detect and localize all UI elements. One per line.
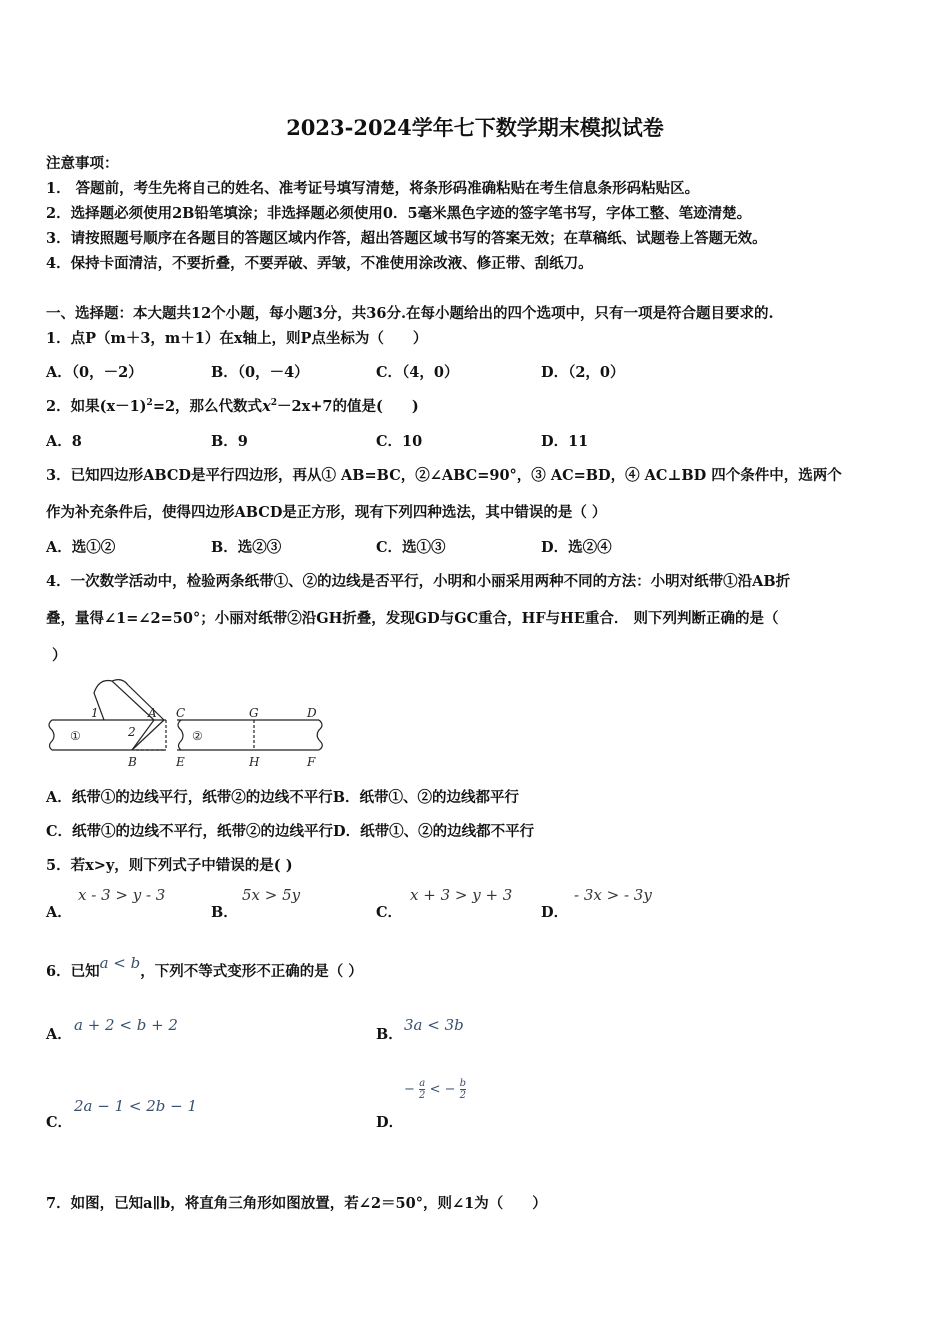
q6-letter-d: D． bbox=[376, 1114, 404, 1131]
label-H: H bbox=[249, 755, 260, 769]
q6-letter-c: C． bbox=[46, 1114, 73, 1131]
label-D: D bbox=[307, 706, 317, 720]
q1-option-c: C．（4，0） bbox=[376, 364, 459, 381]
q6-d-num-a: a bbox=[419, 1078, 426, 1089]
q3-option-b: B．选②③ bbox=[211, 539, 282, 556]
label-F: F bbox=[307, 755, 316, 769]
q4-options-cd: C．纸带①的边线不平行，纸带②的边线平行D．纸带①、②的边线都不平行 bbox=[46, 823, 535, 840]
q2-stem-mid: =2，那么代数式 bbox=[152, 398, 263, 415]
q2-stem-pre: 2．如果(x－1) bbox=[46, 398, 147, 415]
notice-item: 2．选择题必须使用2B铅笔填涂；非选择题必须使用0．5毫米黑色字迹的签字笔书写，字体工整、笔迹清楚。 bbox=[46, 205, 752, 222]
question-6-stem bbox=[46, 954, 363, 981]
q2-option-a: A．8 bbox=[46, 433, 82, 450]
notice-item: 1． 答题前，考生先将自己的姓名、准考证号填写清楚，将条形码准确粘贴在考生信息条形码粘贴区。 bbox=[46, 180, 700, 197]
tape1-left-end bbox=[49, 720, 54, 750]
label-angle-2: 2 bbox=[128, 725, 136, 739]
q2-option-d: D．11 bbox=[541, 433, 589, 450]
q4-options-ab: A．纸带①的边线平行，纸带②的边线不平行B．纸带①、②的边线都平行 bbox=[46, 789, 520, 806]
q6-expr-b: 3a < 3b bbox=[404, 1016, 464, 1034]
q5-letter-c: C． bbox=[376, 904, 403, 921]
q5-letter-b: B． bbox=[211, 904, 238, 921]
q2-expr-x: x bbox=[262, 398, 271, 415]
label-angle-1: 1 bbox=[91, 706, 99, 720]
question-2-stem bbox=[46, 395, 419, 416]
tape2-right-end bbox=[317, 720, 322, 750]
q5-expr-c: x + 3 > y + 3 bbox=[410, 886, 513, 904]
q2-stem-post: －2x+7的值是( ) bbox=[276, 398, 419, 415]
question-5-stem: 5．若x>y，则下列式子中错误的是( ) bbox=[46, 857, 293, 874]
notice-heading: 注意事项： bbox=[46, 155, 119, 172]
q6-letter-b: B． bbox=[376, 1026, 403, 1043]
q3-option-a: A．选①② bbox=[46, 539, 116, 556]
q6-stem-pre: 6．已知 bbox=[46, 963, 100, 980]
label-C: C bbox=[176, 706, 186, 720]
q3-option-d: D．选②④ bbox=[541, 539, 612, 556]
q3-option-c: C．选①③ bbox=[376, 539, 446, 556]
q6-d-num-b: b bbox=[459, 1078, 467, 1089]
notice-item: 3．请按照题号顺序在各题目的答题区域内作答，超出答题区域书写的答案无效；在草稿纸、试题卷上答题无效。 bbox=[46, 230, 767, 247]
question-7-stem: 7．如图，已知a∥b，将直角三角形如图放置，若∠2＝50°，则∠1为（ ） bbox=[46, 1195, 547, 1212]
q5-letter-a: A． bbox=[46, 904, 72, 921]
q1-option-b: B．（0，－4） bbox=[211, 364, 309, 381]
q6-expr-a: a + 2 < b + 2 bbox=[74, 1016, 178, 1034]
q5-expr-a: x - 3 > y - 3 bbox=[78, 886, 166, 904]
q6-expr-d bbox=[404, 1078, 466, 1101]
q5-expr-b: 5x > 5y bbox=[242, 886, 301, 904]
q2-sup2: 2 bbox=[270, 398, 277, 409]
question-1-stem: 1．点P（m＋3，m＋1）在x轴上，则P点坐标为（ ） bbox=[46, 330, 428, 347]
question-4-line2: 叠，量得∠1=∠2=50°；小丽对纸带②沿GH折叠，发现GD与GC重合，HF与HE重合． 则下列判断正确的是（ bbox=[46, 610, 779, 627]
page-title: 2023-2024学年七下数学期末模拟试卷 bbox=[286, 115, 664, 140]
q6-d-frac-b bbox=[460, 1078, 466, 1101]
tape2-left-end bbox=[178, 720, 183, 750]
fold-line-2 bbox=[132, 720, 164, 750]
q2-option-b: B．9 bbox=[211, 433, 248, 450]
q6-d-lt-minus: < − bbox=[429, 1082, 456, 1097]
q6-letter-a: A． bbox=[46, 1026, 72, 1043]
q1-option-a: A．（0，－2） bbox=[46, 364, 143, 381]
question-3-line1: 3．已知四边形ABCD是平行四边形，再从① AB=BC，②∠ABC=90°，③ AC=BD，④ AC⊥BD 四个条件中，选两个 bbox=[46, 467, 842, 484]
q2-sup1: 2 bbox=[146, 398, 153, 409]
q6-d-minus: − bbox=[404, 1082, 415, 1097]
label-tape-2: ② bbox=[192, 729, 203, 743]
q2-option-c: C．10 bbox=[376, 433, 423, 450]
label-B: B bbox=[128, 755, 137, 769]
label-E: E bbox=[176, 755, 185, 769]
q6-condition: a < b bbox=[99, 954, 141, 972]
section-heading: 一、选择题：本大题共12个小题，每小题3分，共36分.在每小题给出的四个选项中，只有一项是符合题目要求的. bbox=[46, 305, 774, 322]
q5-letter-d: D． bbox=[541, 904, 569, 921]
q1-option-d: D．（2，0） bbox=[541, 364, 625, 381]
q6-d-frac-a bbox=[419, 1078, 425, 1101]
q6-d-den-a: 2 bbox=[419, 1090, 426, 1101]
q6-stem-post: ，下列不等式变形不正确的是（ ） bbox=[140, 963, 363, 980]
q6-d-den-b: 2 bbox=[459, 1090, 467, 1101]
label-A: A bbox=[148, 706, 157, 720]
q4-figure bbox=[44, 673, 334, 773]
q6-expr-c: 2a − 1 < 2b − 1 bbox=[74, 1097, 198, 1115]
question-4-line3: ） bbox=[52, 647, 67, 664]
notice-item: 4．保持卡面清洁，不要折叠，不要弄破、弄皱，不准使用涂改液、修正带、刮纸刀。 bbox=[46, 255, 593, 272]
label-tape-1: ① bbox=[70, 729, 81, 743]
label-G: G bbox=[249, 706, 259, 720]
fold-flap-outline bbox=[94, 681, 154, 721]
question-3-line2: 作为补充条件后，使得四边形ABCD是正方形，现有下列四种选法，其中错误的是（ ） bbox=[46, 504, 607, 521]
q5-expr-d: - 3x > - 3y bbox=[574, 886, 652, 904]
question-4-line1: 4．一次数学活动中，检验两条纸带①、②的边线是否平行，小明和小丽采用两种不同的方法：小明对纸带①沿AB折 bbox=[46, 573, 791, 590]
